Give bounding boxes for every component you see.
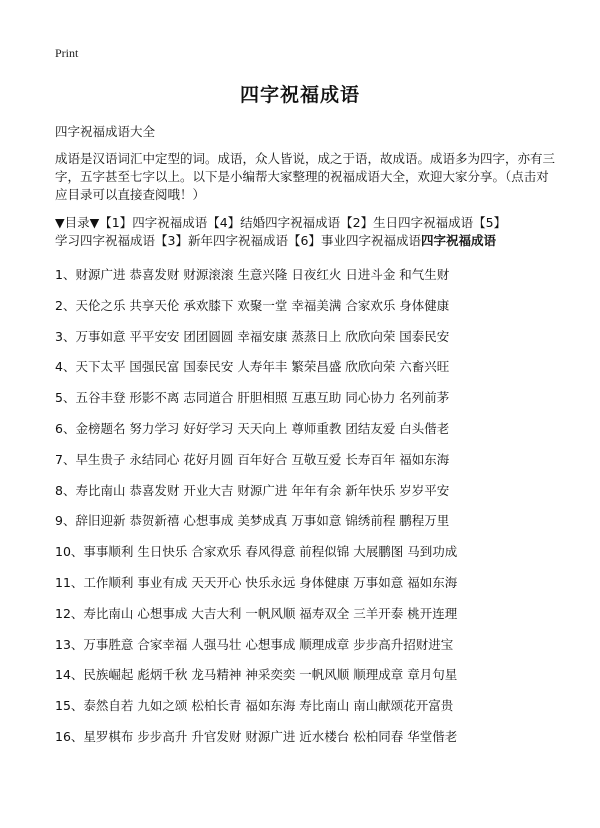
list-item: 3、万事如意 平平安安 团团圆圆 幸福安康 蒸蒸日上 欣欣向荣 国泰民安 [55, 328, 450, 344]
list-item: 9、辞旧迎新 恭贺新禧 心想事成 美梦成真 万事如意 锦绣前程 鹏程万里 [55, 513, 450, 529]
subtitle: 四字祝福成语大全 [55, 124, 156, 139]
list-item: 13、万事胜意 合家幸福 人强马壮 心想事成 顺理成章 步步高升招财进宝 [55, 636, 454, 652]
list-item: 5、五谷丰登 形影不离 志同道合 肝胆相照 互惠互助 同心协力 名列前茅 [55, 390, 450, 406]
list-item: 15、泰然自若 九如之颂 松柏长青 福如东海 寿比南山 南山献颂花开富贵 [55, 698, 454, 714]
toc-item-3[interactable]: 【3】新年四字祝福成语 [155, 233, 288, 248]
toc-item-6[interactable]: 【6】事业四字祝福成语 [287, 233, 421, 248]
intro-paragraph: 成语是汉语词汇中定型的词。成语，众人皆说，成之于语，故成语。成语多为四字，亦有三字，五字甚至七字以上。以下是小编帮大家整理的祝福成语大全，欢迎大家分享。（点击对应目录可以直接查阅哦！） [55, 151, 556, 202]
toc-item-1[interactable]: 【1】四字祝福成语 [99, 215, 208, 230]
list-item: 2、天伦之乐 共享天伦 承欢膝下 欢聚一堂 幸福美满 合家欢乐 身体健康 [55, 297, 450, 313]
list-item: 14、民族崛起 彪炳千秋 龙马精神 神采奕奕 一帆风顺 顺理成章 章月句星 [55, 667, 458, 683]
list-item: 12、寿比南山 心想事成 大吉大利 一帆风顺 福寿双全 三羊开泰 桃开连理 [55, 605, 458, 621]
list-item: 11、工作顺利 事业有成 天天开心 快乐永远 身体健康 万事如意 福如东海 [55, 574, 458, 590]
toc-item-4[interactable]: 【4】结婚四字祝福成语 [207, 215, 341, 230]
list-item: 10、事事顺利 生日快乐 合家欢乐 春风得意 前程似锦 大展鹏图 马到功成 [55, 544, 458, 560]
list-item: 8、寿比南山 恭喜发财 开业大吉 财源广进 年年有余 新年快乐 岁岁平安 [55, 482, 450, 498]
toc-prefix: ▼目录▼ [55, 215, 100, 230]
page-title: 四字祝福成语 [239, 84, 360, 106]
toc-item-5[interactable]: 【5】学习四字祝福成语 [55, 215, 507, 248]
table-of-contents [55, 214, 555, 250]
list-item: 16、星罗棋布 步步高升 升官发财 财源广进 近水楼台 松柏同春 华堂偕老 [55, 728, 458, 744]
list-item: 7、早生贵子 永结同心 花好月圆 百年好合 互敬互爱 长寿百年 福如东海 [55, 451, 450, 467]
idiom-list [55, 260, 555, 753]
toc-item-2[interactable]: 【2】生日四字祝福成语 [340, 215, 474, 230]
print-link[interactable]: Print [55, 46, 79, 60]
toc-current-section: 四字祝福成语 [420, 233, 496, 248]
list-item: 4、天下太平 国强民富 国泰民安 人寿年丰 繁荣昌盛 欣欣向荣 六畜兴旺 [55, 359, 450, 375]
list-item: 6、金榜题名 努力学习 好好学习 天天向上 尊师重教 团结友爱 白头偕老 [55, 420, 450, 436]
list-item: 1、财源广进 恭喜发财 财源滚滚 生意兴隆 日夜红火 日进斗金 和气生财 [55, 267, 450, 282]
